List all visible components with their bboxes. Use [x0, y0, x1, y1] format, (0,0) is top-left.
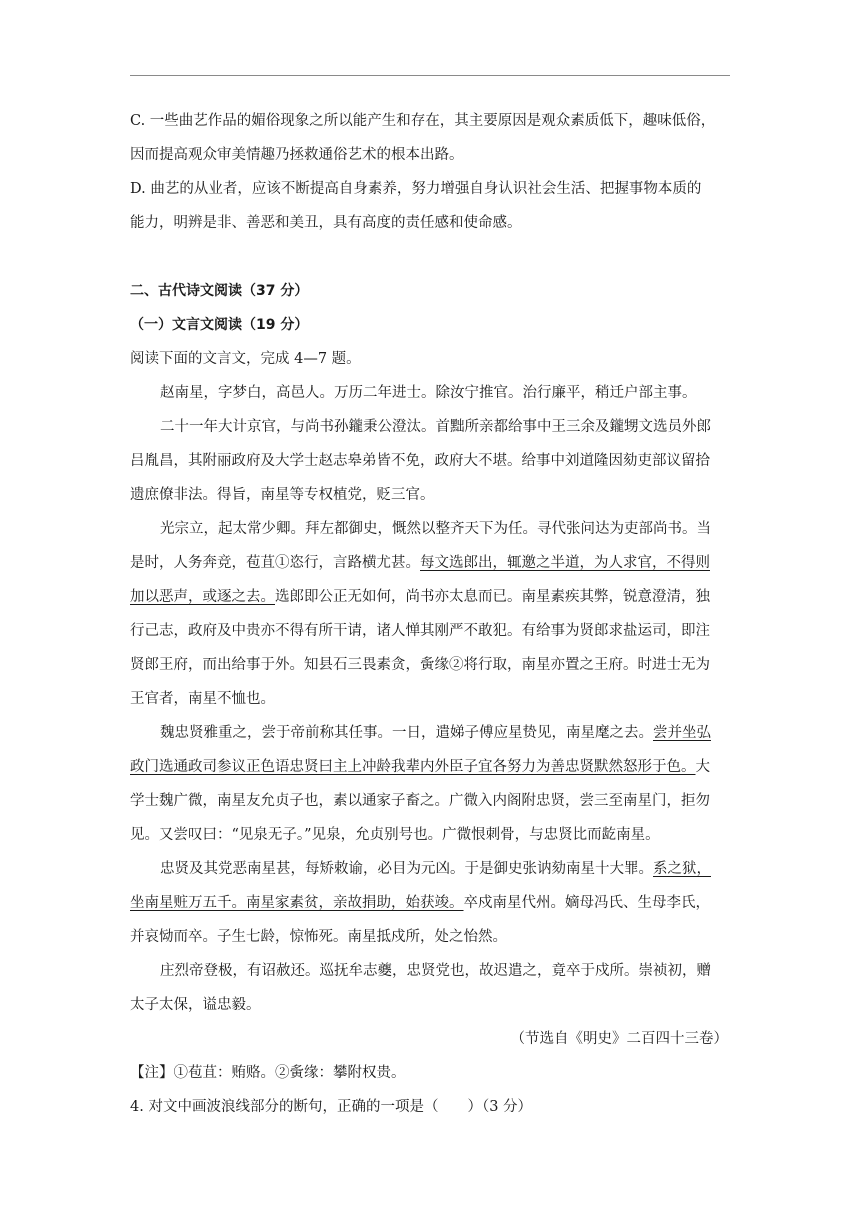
passage-line: 庄烈帝登极，有诏赦还。巡抚牟志夔，忠贤党也，故迟遣之，竟卒于戍所。崇祯初，赠 — [160, 963, 711, 979]
passage-line: 遗庶僚非法。得旨，南星等专权植党，贬三官。 — [130, 487, 435, 503]
annotation-note: 【注】①苞苴：贿赂。②夤缘：攀附权贵。 — [130, 1065, 406, 1081]
passage-line: 贤郎王府，而出给事于外。知县石三畏素贪，夤缘②将行取，南星亦置之王府。时进士无为 — [130, 657, 710, 673]
passage-text: 是时，人务奔竞，苞苴①恣行，言路横尤甚。 — [130, 555, 420, 571]
passage-line: 学士魏广微，南星友允贞子也，素以通家子畜之。广微入内阁附忠贤，尝三至南星门，拒勿 — [130, 793, 710, 809]
option-c-line2: 因而提高观众审美情趣乃拯救通俗艺术的根本出路。 — [130, 147, 464, 163]
header-rule — [130, 75, 730, 76]
passage-text: 大 — [695, 759, 710, 775]
passage-line: 赵南星，字梦白，高邑人。万历二年进士。除汝宁推官。治行廉平，稍迁户部主事。 — [160, 385, 697, 401]
option-c-line1: C. 一些曲艺作品的媚俗现象之所以能产生和存在，其主要原因是观众素质低下，趣味低俗， — [130, 113, 716, 129]
passage-line — [130, 750, 730, 784]
passage-line — [130, 580, 730, 614]
passage-line — [160, 852, 760, 886]
passage-line — [160, 716, 760, 750]
subsection-title: （一）文言文阅读（19 分） — [130, 317, 309, 333]
underlined-text: 每文选郎出，辄邀之半道，为人求官，不得则 — [420, 555, 710, 571]
section-title: 二、古代诗文阅读（37 分） — [130, 283, 309, 299]
passage-text: 魏忠贤雅重之，尝于帝前称其任事。一日，遣娣子傅应星贽见，南星麾之去。 — [160, 725, 653, 741]
passage-text: 忠贤及其党恶南星甚，每矫敕谕，必目为元凶。于是御史张讷劾南星十大罪。 — [160, 861, 653, 877]
underlined-text: 政门选通政司参议正色语忠贤曰主上冲龄我辈内外臣子宜各努力为善忠贤默然怒形于色。 — [130, 759, 696, 775]
passage-line: 太子太保，谥忠毅。 — [130, 997, 261, 1013]
underlined-text: 加以恶声，或逐之去。 — [130, 589, 275, 605]
passage-line: 行己志，政府及中贵亦不得有所干请，诸人惮其刚严不敢犯。有给事为贤郎求盐运司，即注 — [130, 623, 710, 639]
passage-line: 王官者，南星不恤也。 — [130, 691, 275, 707]
passage-line — [130, 546, 730, 580]
passage-text: 卒戍南星代州。嫡母冯氏、生母李氏， — [463, 895, 710, 911]
passage-line: 并哀恸而卒。子生七龄，惊怖死。南星抵戍所，处之怡然。 — [130, 929, 507, 945]
passage-line — [130, 886, 730, 920]
underlined-text: 尝并坐弘 — [653, 725, 711, 741]
source-citation: （节选自《明史》二百四十三卷） — [510, 1031, 728, 1047]
passage-line: 光宗立，起太常少卿。拜左都御史，慨然以整齐天下为任。寻代张问达为吏部尚书。当 — [160, 521, 711, 537]
passage-line: 二十一年大计京官，与尚书孙鑨秉公澄汰。首黜所亲都给事中王三余及鑨甥文选员外郎 — [160, 419, 711, 435]
option-d-line2: 能力，明辨是非、善恶和美丑，具有高度的责任感和使命感。 — [130, 215, 522, 231]
question-4: 4. 对文中画波浪线部分的断句，正确的一项是（ ）（3 分） — [130, 1099, 533, 1115]
underlined-text: 系之狱， — [653, 861, 711, 877]
instruction: 阅读下面的文言文，完成 4—7 题。 — [130, 351, 361, 367]
option-d-line1: D. 曲艺的从业者，应该不断提高自身素养，努力增强自身认识社会生活、把握事物本质的 — [130, 181, 702, 197]
passage-line: 吕胤昌，其附丽政府及大学士赵志皋弟皆不免，政府大不堪。给事中刘道隆因劾吏部议留拾 — [130, 453, 710, 469]
underlined-text: 坐南星赃万五千。南星家素贫，亲故捐助，始获竣。 — [130, 895, 464, 911]
passage-text: 选郎即公正无如何，尚书亦太息而已。南星素疾其弊，锐意澄清，独 — [275, 589, 710, 605]
passage-line: 见。又尝叹曰：“见泉无子。”见泉，允贞别号也。广微恨刺骨，与忠贤比而龁南星。 — [130, 827, 660, 843]
